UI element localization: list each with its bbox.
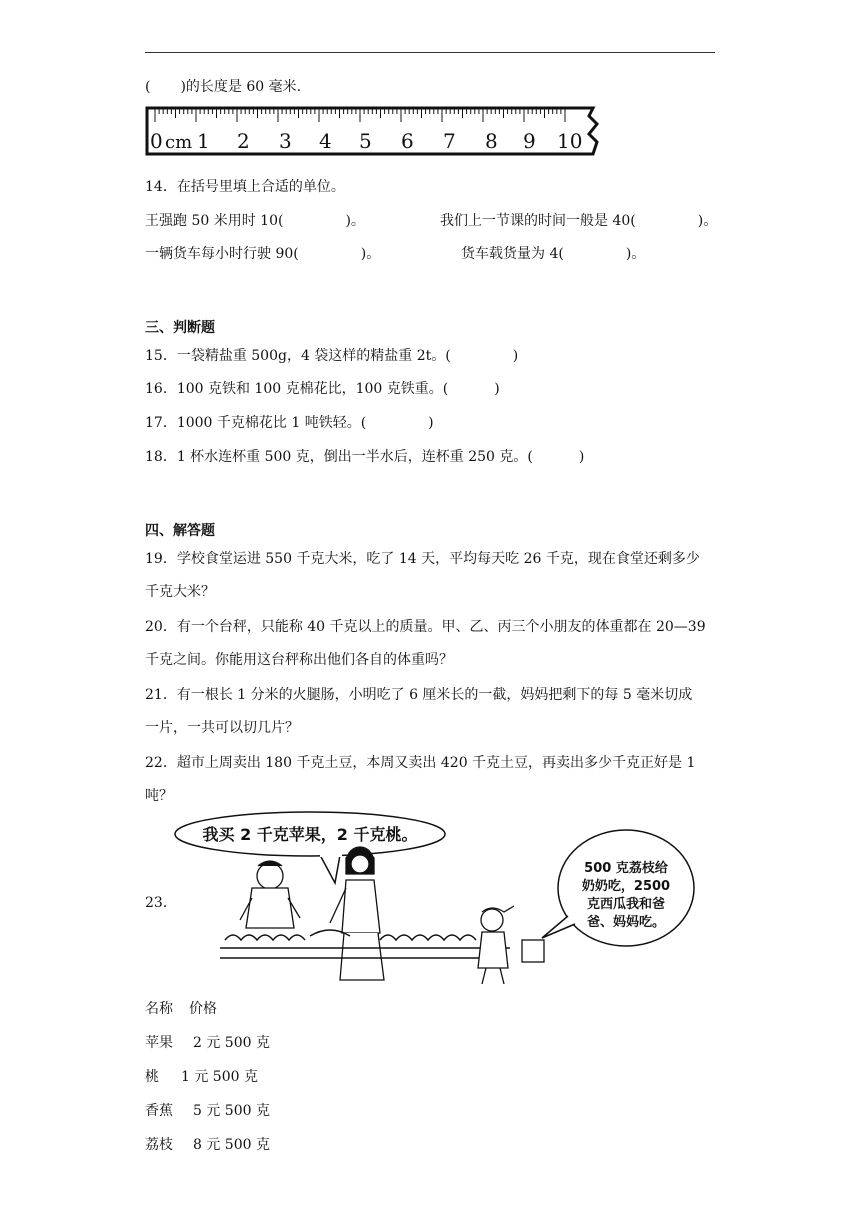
- ruler-label-0: 0: [150, 129, 163, 153]
- q21-line1: 21．有一根长 1 分米的火腿肠，小明吃了 6 厘米长的一截，妈妈把剩下的每 5 毫米切成: [145, 687, 693, 703]
- ruler-label-2: 2: [237, 129, 250, 153]
- q21-line2: 一片，一共可以切几片？: [145, 720, 299, 736]
- section-3-heading: 三、判断题: [145, 320, 215, 336]
- vendor-figure: [240, 861, 300, 928]
- q23-number: 23．: [145, 895, 177, 911]
- girl-figure: [478, 906, 544, 984]
- price-row-peach: 桃 1 元 500 克: [145, 1069, 258, 1085]
- q13-tail: )的长度是 60 毫米.: [180, 79, 302, 95]
- ruler-label-6: 6: [401, 129, 414, 153]
- price-header-name: 名称: [145, 1001, 173, 1017]
- ruler-label-3: 3: [279, 129, 292, 153]
- bubble-right-line-1: 500 克荔枝给: [584, 861, 668, 876]
- section-4-heading: 四、解答题: [145, 523, 215, 539]
- ruler-label-4: 4: [319, 129, 332, 153]
- price-row-lychee: 荔枝 8 元 500 克: [145, 1137, 270, 1153]
- q17: 17．1000 千克棉花比 1 吨铁轻。( ): [145, 415, 434, 431]
- bubble-left-text: 我买 2 千克苹果，2 千克桃。: [202, 825, 418, 844]
- q22-line2: 吨？: [145, 788, 173, 804]
- ruler-labels: [150, 129, 582, 153]
- q23-market-illustration: [170, 808, 730, 988]
- ruler-ticks: [155, 108, 565, 122]
- q19-line2: 千克大米？: [145, 584, 215, 600]
- ruler-label-10: 10: [557, 129, 583, 153]
- price-header-price: 价格: [189, 1001, 217, 1017]
- q14-d: 货车载货量为 4( )。: [461, 246, 646, 262]
- ruler-label-cm: cm: [165, 132, 193, 153]
- bubble-right-line-2: 奶奶吃，2500: [581, 879, 671, 894]
- q13-text: [145, 76, 301, 96]
- q16: 16．100 克铁和 100 克棉花比，100 克铁重。( ): [145, 381, 500, 397]
- q19-line1: 19．学校食堂运进 550 千克大米，吃了 14 天，平均每天吃 26 千克，现在食堂还剩多少: [145, 551, 700, 567]
- q14-title: 14．在括号里填上合适的单位。: [145, 179, 345, 195]
- price-row-apple: 苹果 2 元 500 克: [145, 1035, 270, 1051]
- q14-b: 我们上一节课的时间一般是 40( )。: [440, 213, 718, 229]
- q20-line1: 20．有一个台秤，只能称 40 千克以上的质量。甲、乙、丙三个小朋友的体重都在 20—39: [145, 619, 706, 635]
- q18: 18．1 杯水连杯重 500 克，倒出一半水后，连杯重 250 克。( ): [145, 449, 585, 465]
- bubble-right-line-4: 爸、妈妈吃。: [586, 915, 666, 930]
- q14-a: 王强跑 50 米用时 10( )。: [145, 213, 365, 229]
- ruler-label-8: 8: [485, 129, 498, 153]
- ruler-label-5: 5: [359, 129, 372, 153]
- q20-line2: 千克之间。你能用这台秤称出他们各自的体重吗？: [145, 652, 453, 668]
- q15: 15．一袋精盐重 500g，4 袋这样的精盐重 2t。( ): [145, 348, 519, 364]
- ruler-label-9: 9: [523, 129, 536, 153]
- bubble-right-line-3: 克西瓜我和爸: [586, 897, 666, 912]
- price-row-banana: 香蕉 5 元 500 克: [145, 1103, 270, 1119]
- speech-bubble-left: [175, 812, 445, 883]
- q13-open-paren: (: [145, 79, 151, 95]
- top-rule-line: [145, 52, 715, 53]
- q22-line1: 22．超市上周卖出 180 千克土豆，本周又卖出 420 千克土豆，再卖出多少千克正好是 1: [145, 755, 696, 771]
- ruler-label-7: 7: [443, 129, 456, 153]
- price-table-header: [145, 998, 217, 1018]
- ruler-image: [145, 106, 605, 156]
- q14-c: 一辆货车每小时行驶 90( )。: [145, 246, 381, 262]
- ruler-label-1: 1: [197, 129, 210, 153]
- speech-bubble-right: [542, 830, 694, 946]
